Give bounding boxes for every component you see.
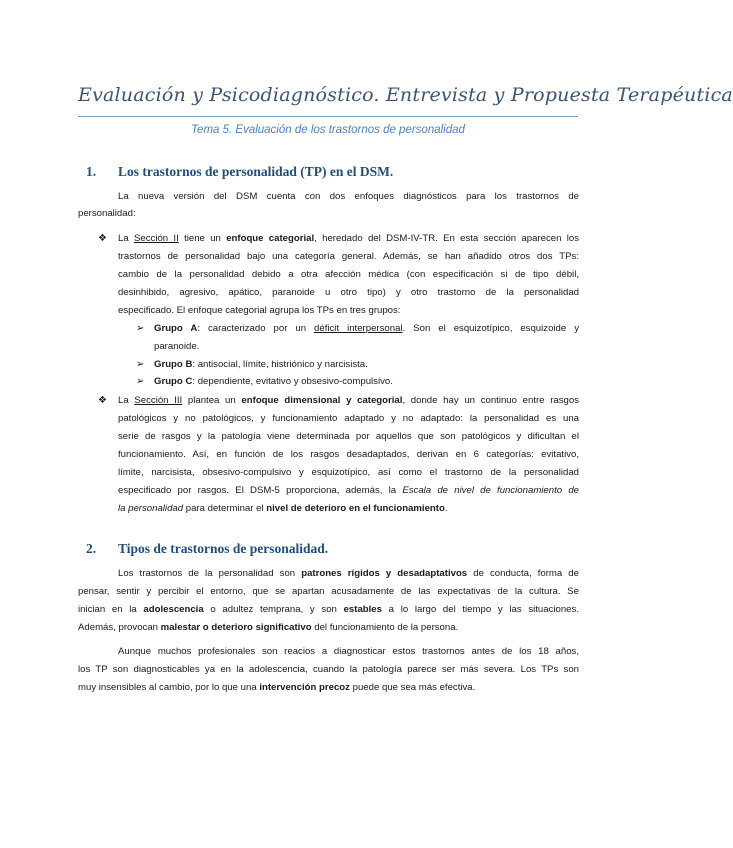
- bullet-1-text-b: tiene un: [178, 233, 227, 244]
- p1-text-g: del funcionamiento de la persona.: [311, 622, 459, 633]
- section-2-heading: [86, 541, 328, 557]
- section-1-number: 1.: [86, 164, 97, 179]
- bullet-2-text-a: La: [118, 395, 135, 406]
- bullet-2-line-7: [118, 503, 448, 515]
- p2-bold: intervención precoz: [259, 682, 350, 693]
- arrow-bullet-icon: ➢: [136, 359, 145, 370]
- bullet-2-line-5: límite, narcisista, obsesivo-compulsivo y esquizotípico, así como el trastorno de la personalidad: [118, 467, 579, 478]
- section-1-intro-line-2: personalidad:: [78, 208, 136, 219]
- bullet-2-line-2: patológicos y no patológicos, y funcionamiento adaptado y no adaptado: la personalidad es una: [118, 413, 579, 424]
- p1-text-b: de conducta, forma de: [467, 568, 579, 579]
- bullet-2-text-d: especificado por rasgos. El DSM-5 proporciona, además, la: [118, 485, 403, 496]
- seccion-ii-link: Sección II: [133, 233, 179, 244]
- section-2-number: 2.: [86, 541, 97, 556]
- bullet-2-bold: enfoque dimensional y categorial: [241, 395, 403, 406]
- bullet-1-line-1: [118, 233, 579, 245]
- seccion-iii-link: Sección III: [134, 395, 183, 406]
- section-1-intro-line-1: La nueva versión del DSM cuenta con dos enfoques diagnósticos para los trastornos de: [118, 191, 579, 202]
- p1-bold-1: patrones rígidos y desadaptativos: [301, 568, 468, 579]
- section-2-p1-line-2: pensar, sentir y percibir el entorno, que se apartan acusadamente de las expectativas de la cultura. Se: [78, 586, 579, 597]
- bullet-1-line-3: cambio de la personalidad debido a otra afección médica (con especificación si de tipo débil,: [118, 269, 579, 280]
- document-subtitle: Tema 5. Evaluación de los trastornos de personalidad: [191, 124, 465, 136]
- section-2-p1-line-1: [118, 568, 579, 580]
- section-2-p1-line-4: [78, 622, 458, 634]
- group-c-text: : dependiente, evitativo y obsesivo-compulsivo.: [192, 376, 393, 387]
- arrow-bullet-icon: ➢: [136, 323, 145, 334]
- group-a-line-1: [154, 323, 579, 335]
- p2-text-b: puede que sea más efectiva.: [349, 682, 476, 693]
- section-2-p2-line-1: Aunque muchos profesionales son reacios a diagnosticar estos trastornos antes de los 18 años,: [118, 646, 579, 657]
- p1-bold-4: malestar o deterioro significativo: [160, 622, 312, 633]
- bullet-1-text-a: La: [118, 233, 134, 244]
- bullet-1-line-2: trastornos de personalidad bajo una categoría general. Además, se han añadido otros dos TPs:: [118, 251, 579, 262]
- escala-italic-2: la personalidad: [118, 503, 184, 514]
- p1-text-a: Los trastornos de la personalidad son: [118, 568, 302, 579]
- bullet-2-bold-2: nivel de deterioro en el funcionamiento: [266, 503, 445, 514]
- arrow-bullet-icon: ➢: [136, 376, 145, 387]
- bullet-2-line-4: funcionamiento. Así, en función de los rasgos desadaptados, derivan en 6 categorías: evitativo,: [118, 449, 579, 460]
- bullet-2-line-6: [118, 485, 579, 497]
- group-a-label: Grupo A: [154, 323, 198, 334]
- section-2-p2-line-3: [78, 682, 475, 694]
- group-a-line-2: paranoide.: [154, 341, 200, 352]
- group-c-label: Grupo C: [154, 376, 193, 387]
- bullet-1-line-4: desinhibido, agresivo, apático, paranoide u otro tipo) y otro trastorno de la personalidad: [118, 287, 579, 298]
- group-a-underlined: déficit interpersonal: [314, 323, 403, 334]
- p1-text-d: o adultez temprana, y son: [203, 604, 344, 615]
- diamond-bullet-icon: ❖: [98, 395, 107, 406]
- group-a-text-b: . Son el esquizotípico, esquizoide y: [402, 323, 579, 334]
- document-title: Evaluación y Psicodiagnóstico. Entrevista y Propuesta Terapéutica: [78, 84, 733, 106]
- section-2-title: Tipos de trastornos de personalidad.: [118, 541, 329, 556]
- bullet-2-text-e: para determinar el: [183, 503, 267, 514]
- section-2-p1-line-3: [78, 604, 579, 616]
- p2-text-a: muy insensibles al cambio, por lo que una: [78, 682, 260, 693]
- group-b-line: [154, 359, 368, 371]
- p1-text-c: inician en la: [78, 604, 144, 615]
- section-1-heading: [86, 164, 393, 180]
- group-b-text: : antisocial, límite, histriónico y narcisista.: [192, 359, 368, 370]
- bullet-2-text-c: , donde hay un continuo entre rasgos: [402, 395, 579, 406]
- diamond-bullet-icon: ❖: [98, 233, 107, 244]
- bullet-1-bold: enfoque categorial: [226, 233, 315, 244]
- p1-text-f: Además, provocan: [78, 622, 161, 633]
- title-divider: [78, 116, 578, 117]
- bullet-2-period: .: [444, 503, 448, 514]
- group-a-text-a: : caracterizado por un: [197, 323, 315, 334]
- bullet-2-line-3: serie de rasgos y la patología viene determinada por aquellos que son patológicos y dificultan el: [118, 431, 579, 442]
- bullet-2-text-b: plantea un: [182, 395, 242, 406]
- p1-bold-3: estables: [343, 604, 382, 615]
- bullet-1-line-5: especificado. El enfoque categorial agrupa los TPs en tres grupos:: [118, 305, 401, 316]
- bullet-2-line-1: [118, 395, 579, 407]
- bullet-1-text-c: , heredado del DSM-IV-TR. En esta sección aparecen los: [314, 233, 580, 244]
- escala-italic-1: Escala de nivel de funcionamiento de: [402, 485, 579, 496]
- section-2-p2-line-2: los TP son diagnosticables ya en la adolescencia, cuando la patología parece ser más severa. Los TPs son: [78, 664, 579, 675]
- p1-text-e: a lo largo del tiempo y las situaciones.: [381, 604, 579, 615]
- group-c-line: [154, 376, 393, 388]
- p1-bold-2: adolescencia: [143, 604, 204, 615]
- section-1-title: Los trastornos de personalidad (TP) en el DSM.: [118, 164, 394, 179]
- group-b-label: Grupo B: [154, 359, 193, 370]
